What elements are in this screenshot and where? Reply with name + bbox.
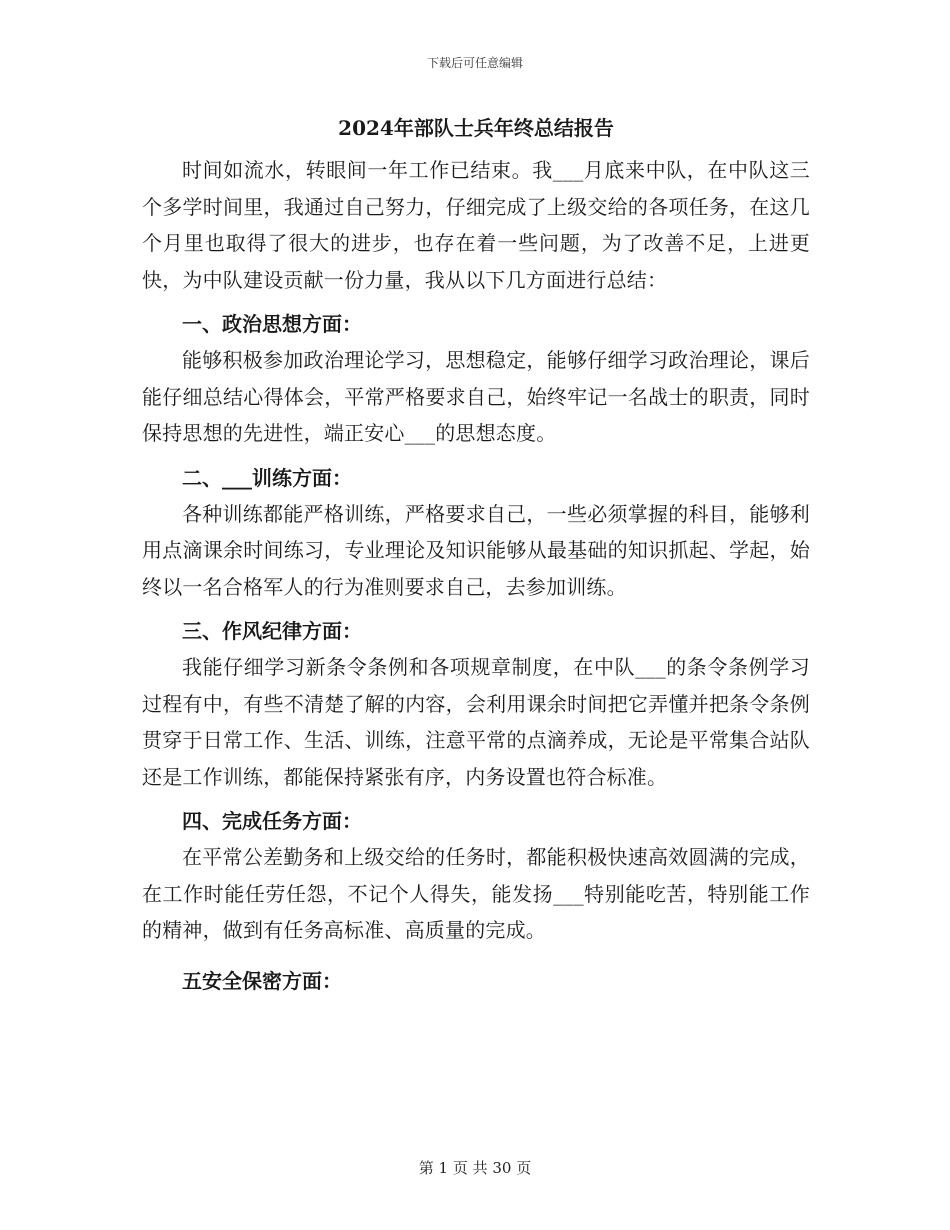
section-heading-tasks: 四、完成任务方面： <box>182 809 362 833</box>
section-text-tasks: 在平常公差勤务和上级交给的任务时，都能积极快速高效圆满的完成，在工作时能任劳任怨，不记个人得失，能发扬___特别能吃苦，特别能工作的精神，做到有任务高标准、高质量的完成。 <box>142 845 810 942</box>
intro-paragraph: 时间如流水，转眼间一年工作已结束。我___月底来中队，在中队这三个多学时间里，我通过自己努力，仔细完成了上级交给的各项任务，在这几个月里也取得了很大的进步，也存在着一些问题，为了改善不足，上进更快，为中队建设贡献一份力量，我从以下几方面进行总结： <box>142 158 810 292</box>
section-text-discipline: 我能仔细学习新条令条例和各项规章制度，在中队___的条令条例学习过程有中，有些不清楚了解的内容，会利用课余时间把它弄懂并把条令条例贯穿于日常工作、生活、训练，注意平常的点滴养成，无论是平常集合站队还是工作训练，都能保持紧张有序，内务设置也符合标准。 <box>142 655 810 789</box>
section-heading-training: 二、___训练方面： <box>182 465 352 490</box>
section-text-politics: 能够积极参加政治理论学习，思想稳定，能够仔细学习政治理论，课后能仔细总结心得体会，平常严格要求自己，始终牢记一名战士的职责，同时保持思想的先进性，端正安心___的思想态度。 <box>142 348 810 445</box>
document-body <box>142 114 810 999</box>
page-header-note: 下载后可任意编辑 <box>426 56 523 70</box>
section-heading-politics: 一、政治思想方面： <box>182 312 362 336</box>
section-heading-discipline: 三、作风纪律方面： <box>182 619 362 643</box>
section-heading-security: 五安全保密方面： <box>182 968 342 993</box>
page-number: 第 1 页 共 30 页 <box>418 1159 532 1177</box>
section-text-training: 各种训练都能严格训练，严格要求自己，一些必须掌握的科目，能够利用点滴课余时间练习，专业理论及知识能够从最基础的知识抓起、学起，始终以一名合格军人的行为准则要求自己，去参加训练。 <box>142 501 810 599</box>
document-title: 2024年部队士兵年终总结报告 <box>338 116 614 140</box>
